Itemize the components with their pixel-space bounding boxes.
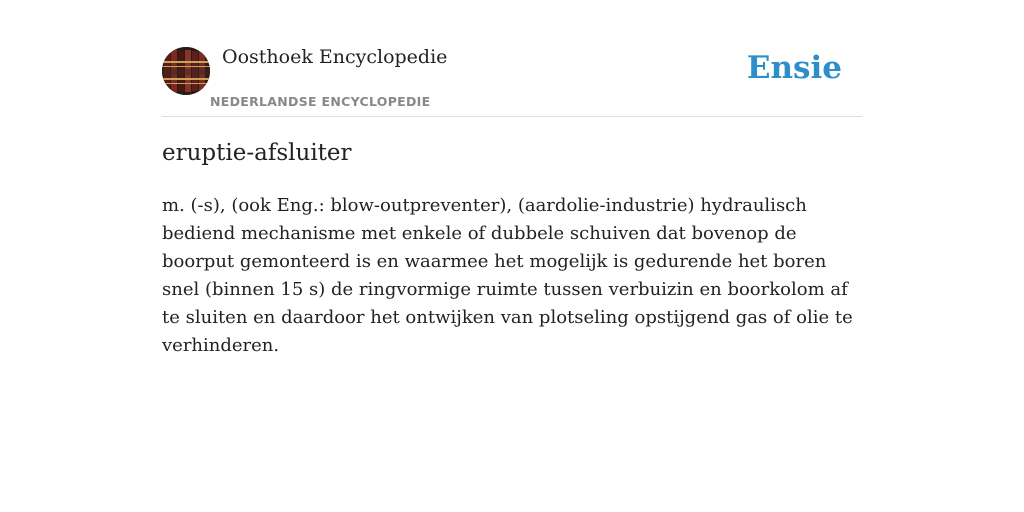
encyclopedia-books-avatar[interactable] (162, 47, 210, 95)
page-container (162, 0, 862, 356)
site-header (162, 0, 862, 117)
site-subtitle: NEDERLANDSE ENCYCLOPEDIE (210, 94, 431, 109)
ensie-logo-link[interactable]: Ensie (746, 50, 842, 86)
books-image-icon (162, 47, 210, 95)
entry-definition: m. (-s), (ook Eng.: blow-outpreventer), (aardolie-industrie) hydraulisch bediend mechanisme met enkele of dubbele schuiven dat bovenop de boorput gemonteerd is en waarmee het mogelijk is gedurende het boren snel (binnen 15 s) de ringvormige ruimte tussen verbuizin en boorkolom af te sluiten en daardoor het ontwijken van plotseling opstijgend gas of olie te verhinderen. (162, 195, 853, 356)
entry-title: eruptie-afsluiter (162, 140, 352, 166)
site-title[interactable]: Oosthoek Encyclopedie (222, 46, 448, 68)
